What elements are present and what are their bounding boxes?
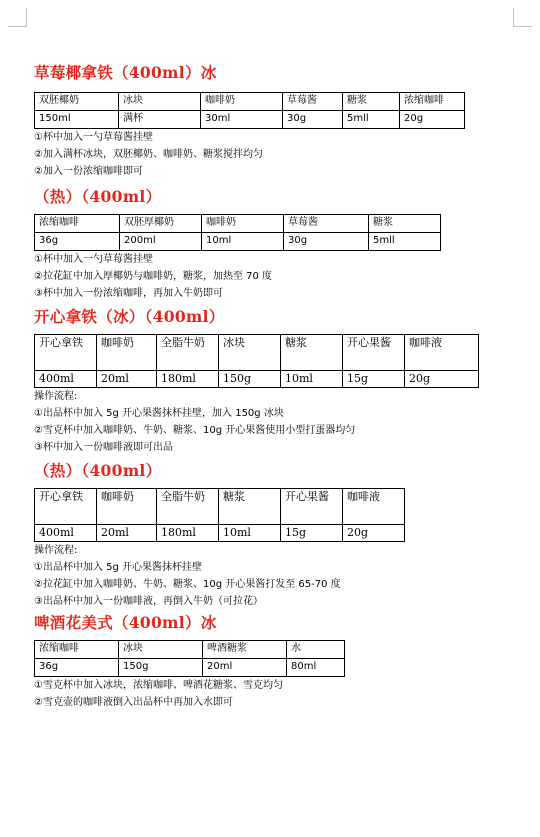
table-cell: 180ml [157,371,219,388]
table-header-cell: 浓缩咖啡 [35,215,120,233]
table-cell: 150ml [35,111,119,129]
table-header-cell: 冰块 [119,641,203,659]
table-header-cell: 草莓酱 [284,215,369,233]
table-cell: 10ml [281,371,343,388]
table-row [35,233,441,251]
table-header-cell: 糖浆 [281,335,343,371]
table-header-row [35,93,465,111]
table-header-cell: 双胚椰奶 [35,93,119,111]
table-cell: 10ml [219,525,281,542]
table-header-row [35,215,441,233]
table-cell: 15g [281,525,343,542]
steps-list [34,677,484,711]
table-row [35,371,479,388]
table-cell: 20ml [203,659,287,677]
table-cell: 20g [343,525,405,542]
table-header-cell: 咖啡奶 [201,93,283,111]
step-item: ③杯中加入一份咖啡液即可出品 [34,442,173,453]
table-header-cell: 草莓酱 [283,93,343,111]
table-cell: 20g [405,371,479,388]
table-header-cell: 开心果酱 [343,335,405,371]
step-item: ①杯中加入一勺草莓酱挂壁 [34,132,153,143]
step-item: ③出品杯中加入一份咖啡液，再倒入牛奶（可拉花） [34,596,263,607]
table-row [35,111,465,129]
steps-label: 操作流程: [34,391,78,402]
steps-list [34,542,484,610]
table-header-cell: 冰块 [219,335,281,371]
table-header-cell: 开心拿铁 [35,335,97,371]
table-header-cell: 糖浆 [369,215,441,233]
table-cell: 15g [343,371,405,388]
step-item: ②加入一份浓缩咖啡即可 [34,166,143,177]
step-item: ②加入满杯冰块，双胚椰奶、咖啡奶、糖浆搅拌均匀 [34,149,263,160]
table-header-row [35,335,479,371]
page-corner-mark-top-left [8,8,27,27]
table-row [35,659,345,677]
step-item: ①出品杯中加入 5g 开心果酱抹杯挂壁，加入 150g 冰块 [34,408,284,419]
table-cell: 400ml [35,371,97,388]
table-cell: 30ml [201,111,283,129]
table-cell: 30g [284,233,369,251]
steps-list [34,388,484,456]
table-header-cell: 咖啡液 [405,335,479,371]
table-cell: 200ml [120,233,202,251]
section-title: （热）（400ml） [34,187,162,206]
table-cell: 30g [283,111,343,129]
table-cell: 20g [400,111,465,129]
table-header-cell: 咖啡奶 [202,215,284,233]
table-cell: 5mll [369,233,441,251]
table-cell: 10ml [202,233,284,251]
step-item: ②雪克壶的咖啡液倒入出品杯中再加入水即可 [34,697,233,708]
table-header-cell: 咖啡液 [343,489,405,525]
table-header-cell: 啤酒糖浆 [203,641,287,659]
ingredient-table [34,640,345,677]
table-cell: 满杯 [119,111,201,129]
table-cell: 400ml [35,525,97,542]
steps-list [34,251,484,302]
table-cell: 150g [219,371,281,388]
table-cell: 80ml [287,659,345,677]
section-title: 啤酒花美式（400ml）冰 [34,613,217,632]
table-header-cell: 全脂牛奶 [157,489,219,525]
ingredient-table [34,488,405,542]
step-item: ②拉花缸中加入厚椰奶与咖啡奶，糖浆，加热至 70 度 [34,271,273,282]
table-header-row [35,641,345,659]
table-header-cell: 双胚厚椰奶 [120,215,202,233]
table-header-cell: 水 [287,641,345,659]
ingredient-table [34,334,479,388]
ingredient-table [34,214,441,251]
steps-label: 操作流程: [34,545,78,556]
table-header-cell: 开心拿铁 [35,489,97,525]
table-cell: 36g [35,659,119,677]
table-header-cell: 咖啡奶 [97,335,157,371]
section-title: 草莓椰拿铁（400ml）冰 [34,63,217,82]
table-row [35,525,405,542]
table-cell: 36g [35,233,120,251]
table-header-cell: 糖浆 [219,489,281,525]
table-header-cell: 咖啡奶 [97,489,157,525]
table-header-cell: 浓缩咖啡 [35,641,119,659]
document-body [34,62,484,711]
section-title: （热）（400ml） [34,461,162,480]
step-item: ①出品杯中加入 5g 开心果酱抹杯挂壁 [34,562,203,573]
step-item: ③杯中加入一份浓缩咖啡，再加入牛奶即可 [34,288,223,299]
table-cell: 20ml [97,525,157,542]
steps-list [34,129,484,180]
step-item: ②拉花缸中加入咖啡奶、牛奶、糖浆、10g 开心果酱打发至 65-70 度 [34,579,341,590]
step-item: ②雪克杯中加入咖啡奶、牛奶、糖浆、10g 开心果酱使用小型打蛋器均匀 [34,425,356,436]
step-item: ①雪克杯中加入冰块，浓缩咖啡、啤酒花糖浆、雪克均匀 [34,680,283,691]
table-header-cell: 全脂牛奶 [157,335,219,371]
table-cell: 5mll [343,111,400,129]
table-cell: 150g [119,659,203,677]
table-header-cell: 浓缩咖啡 [400,93,465,111]
table-header-cell: 糖浆 [343,93,400,111]
section-title: 开心拿铁（冰）（400ml） [34,307,225,326]
table-header-cell: 开心果酱 [281,489,343,525]
table-cell: 20ml [97,371,157,388]
table-header-cell: 冰块 [119,93,201,111]
page-corner-mark-top-right [513,8,532,27]
table-header-row [35,489,405,525]
step-item: ①杯中加入一勺草莓酱挂壁 [34,254,153,265]
ingredient-table [34,92,465,129]
table-cell: 180ml [157,525,219,542]
